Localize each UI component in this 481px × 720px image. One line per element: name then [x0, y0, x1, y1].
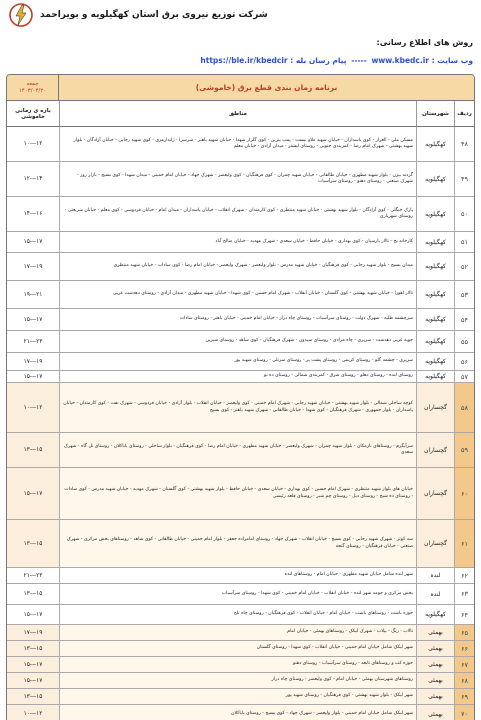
row-time-range: ۲۱---۲۳ [23, 338, 43, 345]
row-areas: شهر لیکک شامل خیابان امام خمینی - بلوار ولیعصر - شهرک جهاد - کوی بسیج - روستای باباکلان [59, 705, 416, 720]
row-time-range: ۱۷---۱۹ [23, 263, 43, 270]
table-row [7, 331, 474, 353]
row-time-range: ۱۳---۱۵ [23, 540, 43, 547]
row-areas: جوبه غربی دهدشت - سرپری - چاه مرادی - روستای سیدون - شهرک فرهنگیان - کوی شاهد - روستای شیرین [59, 331, 416, 352]
row-time-range: ۱۲---۱۴ [23, 176, 43, 182]
row-city: بهمئی [416, 705, 454, 720]
row-number: ۶۰ [454, 468, 474, 519]
row-time-range: ۱۵---۱۷ [23, 490, 43, 497]
table-row [7, 232, 474, 253]
row-number: ۶۲ [454, 568, 474, 583]
row-number: ۶۸ [454, 673, 474, 688]
row-areas: سرآبگرم - روستاهای نازمکان - بلوار شهید چمران - شهرک ولیعصر - خیابان شهید مطهری - خیابان امام رضا - کوی فرهنگیان - بلوار ساحلی - روستای باباکلان - روستای تل گاه - شهرک سعدی [59, 433, 416, 467]
table-row [7, 353, 474, 371]
row-number: ۶۷ [454, 657, 474, 672]
row-time-range: ۱۴---۱۶ [23, 211, 43, 217]
row-city: کهگیلویه [416, 232, 454, 252]
row-number: ۵۵ [454, 331, 474, 352]
row-time-range: ۲۱---۲۳ [23, 572, 43, 579]
row-time-range: ۱۰---۱۲ [23, 711, 43, 717]
row-number: ۵۷ [454, 371, 474, 382]
date-badge [7, 75, 59, 100]
row-number: ۶۴ [454, 605, 474, 624]
links-separator: ----- [351, 56, 367, 65]
header-time-range: بازه ی زمانی خاموشی [15, 107, 51, 120]
row-number: ۴۹ [454, 162, 474, 196]
row-number: ۵۸ [454, 383, 474, 432]
row-number: ۵۳ [454, 281, 474, 308]
row-number: ۵۶ [454, 353, 474, 370]
row-areas: میدان بسیج - بلوار شهید رجایی - کوی فرهنگیان - خیابان شهید مدرس - بلوار ولیعصر - شهرک ولیعصر - خیابان امام رضا - کوی سادات - خیابان شهید منتظری [59, 253, 416, 280]
row-city: کهگیلویه [416, 197, 454, 231]
table-row [7, 673, 474, 689]
row-city: بهمئی [416, 689, 454, 704]
table-row [7, 689, 474, 705]
company-name: شرکت توزیع نیروی برق استان کهگیلویه و بویراحمد [40, 10, 268, 20]
row-time-range: ۱۰---۱۲ [23, 404, 43, 411]
row-number: ۶۶ [454, 641, 474, 656]
row-city: گچساران [416, 468, 454, 519]
table-row [7, 197, 474, 232]
row-city: کهگیلویه [416, 331, 454, 352]
row-areas: تالار اهورا - خیابان شهید بهشتی - کوی گلستان - خیابان انقلاب - شهرک امام حسین - کوی شهدا - خیابان شهید مطهری - میدان آزادی - روستای دهدشت غربی [59, 281, 416, 308]
table-row [7, 383, 474, 433]
row-areas: سرپری - چشمه گلو - روستای کریمی - روستای پشت پر - روستای سرتلی - روستای شهید پور [59, 353, 416, 370]
bale-link[interactable]: https://ble.ir/kbedcir [200, 56, 288, 65]
notification-links [200, 56, 473, 65]
row-areas: حوزه کت و روستاهای تابعه - روستای سرآسیاب - روستای دهنو [59, 657, 416, 672]
notification-methods-label: روش های اطلاع رسانی: [376, 38, 473, 47]
row-time-range: ۱۳---۱۵ [23, 645, 43, 652]
row-city: کهگیلویه [416, 253, 454, 280]
table-row [7, 468, 474, 520]
table-header-row [7, 101, 474, 127]
row-city: کهگیلویه [416, 281, 454, 308]
row-city: گچساران [416, 520, 454, 567]
row-time-range: ۱۳---۱۵ [23, 591, 43, 597]
row-areas: خیابان های بلوار شهید منتظری - شهرک امام حسین - کوی بهداری - خیابان سعدی - خیابان حافظ - بلوار شهید بهشتی - کوی گلستان - شهرک مهدیه - خیابان شهید مدرس - کوی سادات - روستای ده شیخ - روستای دیل - روستای چم شیر - روستای قلعه رئیسی [59, 468, 416, 519]
row-time-range: ۱۹---۲۱ [23, 291, 43, 298]
row-time-range: ۱۵---۱۷ [23, 239, 43, 245]
table-title-row [7, 75, 474, 101]
row-areas: روستای لنده - روستای دهلو - روستای شرق - کمربندی شمالی - روستای ده نو [59, 371, 416, 382]
row-city: کهگیلویه [416, 162, 454, 196]
table-row [7, 433, 474, 468]
row-areas: سد کوثر - شهرک شهید رجایی - کوی بسیج - خیابان انقلاب - شهرک جهاد - روستای امامزاده جعفر - بلوار امام خمینی - خیابان طالقانی - کوی شاهد - روستاهای بخش مرکزی - شهرک صنعتی - خیابان فرهنگیان - روستای گنجه [59, 520, 416, 567]
header-city: شهرستان [416, 101, 454, 126]
row-time-range: ۱۵---۱۷ [23, 677, 43, 684]
row-number: ۶۵ [454, 625, 474, 640]
row-time-range: ۱۵---۱۷ [23, 316, 43, 323]
row-city: گچساران [416, 433, 454, 467]
row-number: ۵۱ [454, 232, 474, 252]
row-areas: شهر لنده شامل خیابان شهید مطهری - خیابان امام - روستاهای لنده [59, 568, 416, 583]
row-number: ۵۴ [454, 309, 474, 330]
row-time-range: ۱۵---۱۷ [23, 611, 43, 618]
row-city: بهمئی [416, 657, 454, 672]
table-row [7, 371, 474, 383]
table-row [7, 568, 474, 584]
row-city: بهمئی [416, 641, 454, 656]
row-city: کهگیلویه [416, 353, 454, 370]
row-time-range: ۱۳---۱۵ [23, 447, 43, 453]
page-header [0, 0, 481, 30]
row-city: گچساران [416, 383, 454, 432]
row-areas: گردنه بیژن - بلوار شهید مطهری - خیابان طالقانی - خیابان شهید چمران - کوی فرهنگیان - کوی ولیعصر - شهرک جهاد - خیابان امام خمینی - میدان شهدا - کوی بسیج - بازار روز - شهرک صنعتی - روستای دهنو - روستای سرآسیاب [59, 162, 416, 196]
row-city: لنده [416, 568, 454, 583]
website-link[interactable]: www.kbedc.ir [371, 56, 429, 65]
table-row [7, 641, 474, 657]
row-areas: کارخانه یخ - تالار پارسیان - کوی بهداری - خیابان حافظ - خیابان سعدی - شهرک مهدیه - خیابان صالح آباد [59, 232, 416, 252]
row-areas: تالاب - ریگ - بیلاب - شهرک لیکک - روستاهای بهمئی - خیابان امام [59, 625, 416, 640]
table-row [7, 281, 474, 309]
row-city: کهگیلویه [416, 371, 454, 382]
table-row [7, 520, 474, 568]
row-time-range: ۱۷---۱۹ [23, 629, 43, 636]
row-time-range: ۱۷---۱۹ [23, 358, 43, 365]
table-row [7, 605, 474, 625]
row-city: لنده [416, 584, 454, 604]
table-row [7, 705, 474, 720]
website-label: وب سایت : [431, 56, 473, 65]
row-areas: سرچشمه طلیه - شهرک دولت - روستای سرآسیاب - روستای چاه دراز - خیابان امام خمینی - خیابان باهنر - روستای سادات [59, 309, 416, 330]
row-number: ۵۹ [454, 433, 474, 467]
row-time-range: ۱۰---۱۲ [23, 141, 43, 147]
electricity-logo-icon [8, 2, 34, 28]
table-row [7, 253, 474, 281]
row-areas: مسکن ملی - الغزار - کوی پاسداران - خیابان شهید ملاو نیست - پمپ بنزین - کوی گلزار شهدا - خیابان شهید باهنر - سرسرا - ژاندارمری - کوی شهید رجایی - خیابان آزادگان - بلوار شهید بهشتی - شهرک امام رضا - کمربندی جنوبی - روستای لیشتر - میدان آزادی - خیابان معلم [59, 127, 416, 161]
table-row [7, 127, 474, 162]
row-time-range: ۱۵---۱۷ [23, 661, 43, 668]
header-areas: مناطق [59, 101, 416, 126]
row-number: ۵۲ [454, 253, 474, 280]
row-areas: کوچه ساحلی شمالی - بلوار شهید بهشتی - خیابان شهید رجایی - شهرک امام خمینی - کوی ولیعصر - خیابان انقلاب - بلوار آزادی - خیابان فردوسی - شهرک نفت - کوی کارمندان - خیابان پاسداران - بلوار جمهوری - شهرک فرهنگیان - کوی شهدا - خیابان طالقانی - شهرک شهید باهنر - کوی بسیج [59, 383, 416, 432]
row-number: ۶۳ [454, 584, 474, 604]
row-city: کهگیلویه [416, 605, 454, 624]
row-time-range: ۱۳---۱۵ [23, 693, 43, 700]
row-time-range: ۱۵---۱۷ [23, 373, 43, 380]
table-row [7, 162, 474, 197]
table-row [7, 309, 474, 331]
table-title: برنامه زمان بندی قطع برق (خاموشی) [59, 75, 474, 100]
row-number: ۶۹ [454, 689, 474, 704]
row-number: ۵۰ [454, 197, 474, 231]
row-areas: پارک جنگلی - کوی آزادگان - بلوار شهید بهشتی - خیابان شهید منتظری - کوی کارمندان - شهرک انقلاب - خیابان پاسداران - میدان امام - خیابان فردوسی - کوی معلم - خیابان شریعتی - روستای شهریاری [59, 197, 416, 231]
sms-label: پیام رسان بله : [290, 56, 347, 65]
date-value: ۱۴۰۳/۰۴/۲۰ [18, 87, 47, 94]
row-city: کهگیلویه [416, 127, 454, 161]
header-row-number: ردیف [454, 101, 474, 126]
row-areas: حوزه باشت - روستاهای باشت - خیابان امام - خیابان انقلاب - کوی فرهنگیان - روستای چاه تلخ [59, 605, 416, 624]
row-city: بهمئی [416, 673, 454, 688]
row-areas: شهر لیکک - بلوار شهید بهشتی - کوی فرهنگیان - روستای شهید پور [59, 689, 416, 704]
table-row [7, 657, 474, 673]
table-row [7, 584, 474, 605]
row-city: کهگیلویه [416, 309, 454, 330]
row-city: بهمئی [416, 625, 454, 640]
row-number: ۷۰ [454, 705, 474, 720]
table-row [7, 625, 474, 641]
date-day: جمعه [26, 80, 39, 87]
row-areas: شهر لیکک شامل خیابان امام خمینی - خیابان انقلاب - کوی شهدا - روستای گلستان [59, 641, 416, 656]
table-body [7, 127, 474, 720]
outage-schedule-table [6, 74, 475, 720]
row-number: ۴۸ [454, 127, 474, 161]
row-areas: بخش مرکزی و حومه شهر لنده - خیابان انقلاب - خیابان امام خمینی - کوی شهدا - روستای سرآسیاب [59, 584, 416, 604]
row-areas: روستاهای شهرستان بهمئی - خیابان امام - کوی ولیعصر - روستای چاه دراز [59, 673, 416, 688]
row-number: ۶۱ [454, 520, 474, 567]
